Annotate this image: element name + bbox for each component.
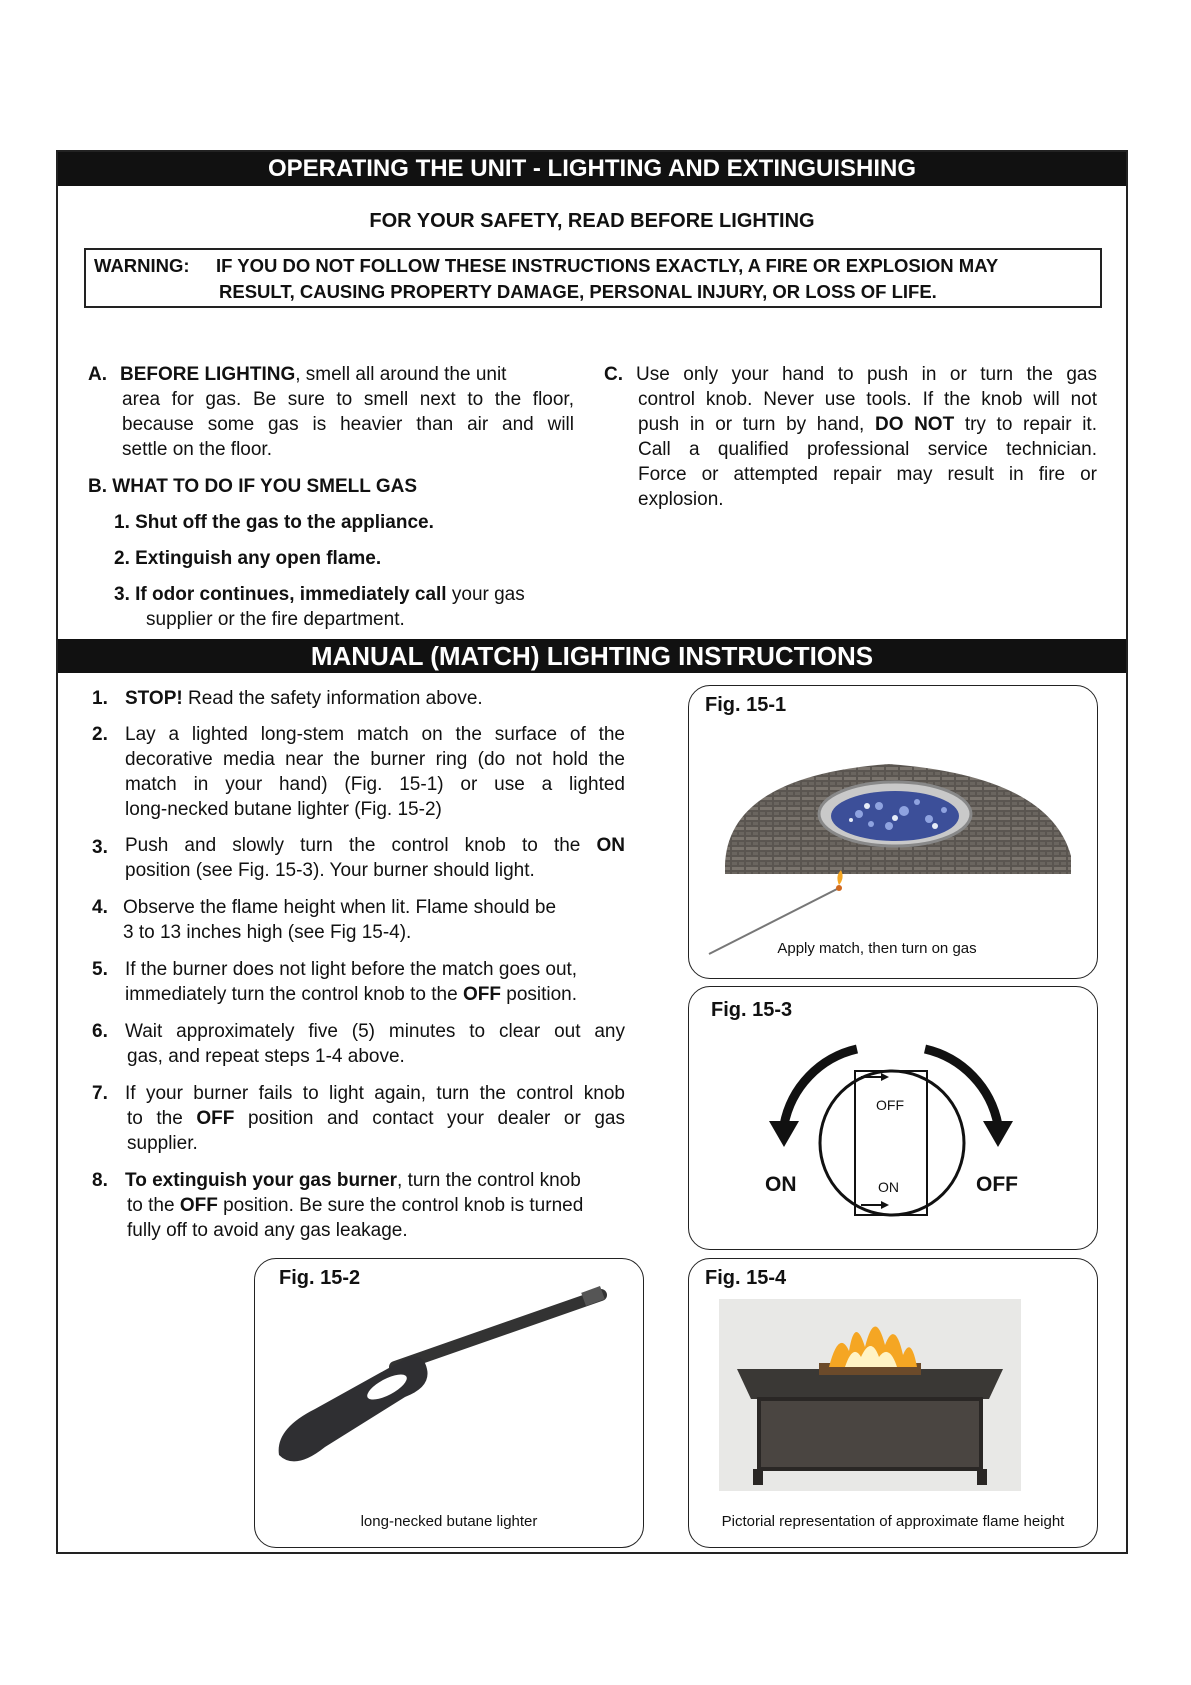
warning-line-2: RESULT, CAUSING PROPERTY DAMAGE, PERSONAL INJURY, OR LOSS OF LIFE. bbox=[219, 281, 937, 302]
warning-label: WARNING: bbox=[94, 255, 190, 276]
step-8-end: position. Be sure the control knob is turned bbox=[223, 1195, 584, 1216]
step-2-line-1: Lay a lighted long-stem match on the surface of the bbox=[125, 724, 625, 745]
item-a-line-4: settle on the floor. bbox=[122, 439, 272, 460]
page-frame bbox=[56, 150, 1128, 1554]
off-direction-label: OFF bbox=[976, 1173, 1018, 1196]
item-a-bold: BEFORE LIGHTING bbox=[120, 364, 296, 385]
control-knob-diagram bbox=[689, 987, 1099, 1251]
step-8-line-3: fully off to avoid any gas leakage. bbox=[127, 1220, 408, 1241]
step-3-line-1 bbox=[125, 833, 625, 858]
step-4-line-1: Observe the flame height when lit. Flame should be bbox=[123, 897, 557, 918]
step-7-line-1: If your burner fails to light again, turn the control knob bbox=[125, 1083, 625, 1104]
item-c-line-4: Call a qualified professional service technician. bbox=[638, 439, 1097, 460]
section-title-operating: OPERATING THE UNIT - LIGHTING AND EXTINGUISHING bbox=[58, 152, 1126, 186]
safety-heading: FOR YOUR SAFETY, READ BEFORE LIGHTING bbox=[369, 210, 815, 232]
step-7-text: to the bbox=[127, 1108, 183, 1129]
item-a-line-2: area for gas. Be sure to smell next to the floor, bbox=[122, 389, 574, 410]
fire-table-media-illustration bbox=[689, 686, 1099, 980]
step-4-line-2: 3 to 13 inches high (see Fig 15-4). bbox=[123, 922, 412, 943]
item-b-step-3 bbox=[114, 582, 525, 607]
step-3-on: ON bbox=[596, 835, 625, 856]
step-5-line-1: If the burner does not light before the match goes out, bbox=[125, 959, 578, 980]
item-c-line-1: Use only your hand to push in or turn the gas bbox=[636, 364, 1097, 385]
step-8-rest: , turn the control knob bbox=[397, 1170, 581, 1191]
step-2-line-3: match in your hand) (Fig. 15-1) or use a lighted bbox=[125, 774, 625, 795]
warning-box bbox=[84, 248, 1102, 308]
item-b-step-1: 1. Shut off the gas to the appliance. bbox=[114, 512, 434, 533]
step-7-line-2 bbox=[127, 1106, 625, 1131]
step-2-num: 2. bbox=[92, 724, 108, 745]
item-a-letter: A. bbox=[88, 364, 107, 385]
butane-lighter-illustration bbox=[255, 1259, 645, 1549]
step-3-num: 3. bbox=[92, 837, 108, 858]
step-7-end: position and contact your dealer or gas bbox=[247, 1108, 625, 1129]
item-c-line-3 bbox=[638, 412, 1097, 437]
step-8-text: to the bbox=[127, 1195, 175, 1216]
step-1-rest: Read the safety information above. bbox=[182, 688, 483, 709]
figure-15-4-caption: Pictorial representation of approximate flame height bbox=[721, 1513, 1065, 1530]
step-8-bold: To extinguish your gas burner bbox=[125, 1170, 398, 1191]
step-5-line-2 bbox=[125, 982, 577, 1007]
step-8-off: OFF bbox=[179, 1195, 218, 1216]
step-8-num: 8. bbox=[92, 1170, 108, 1191]
item-a-rest: , smell all around the unit bbox=[295, 364, 507, 385]
step-3-line-2: position (see Fig. 15-3). Your burner should light. bbox=[125, 860, 535, 881]
step-5-text: immediately turn the control knob to the bbox=[125, 984, 458, 1005]
item-b-step-3-line-2: supplier or the fire department. bbox=[146, 609, 405, 630]
step-6-num: 6. bbox=[92, 1021, 108, 1042]
step-1-bold: STOP! bbox=[125, 688, 183, 709]
step-7-off: OFF bbox=[196, 1108, 235, 1129]
figure-15-1-title: Fig. 15-1 bbox=[705, 694, 787, 716]
item-a-line-3: because some gas is heavier than air and will bbox=[122, 414, 574, 435]
knob-on-label: ON bbox=[878, 1179, 899, 1195]
item-b-step-3-rest: your gas bbox=[446, 584, 525, 605]
item-c-letter: C. bbox=[604, 364, 623, 385]
item-b-step-2: 2. Extinguish any open flame. bbox=[114, 548, 382, 569]
item-a-line-1 bbox=[120, 362, 574, 387]
item-c-line-6: explosion. bbox=[638, 489, 724, 510]
figure-15-4-title: Fig. 15-4 bbox=[705, 1267, 787, 1289]
step-5-num: 5. bbox=[92, 959, 108, 980]
step-4-num: 4. bbox=[92, 897, 108, 918]
section-title-manual: MANUAL (MATCH) LIGHTING INSTRUCTIONS bbox=[58, 639, 1126, 673]
step-2-line-4: long-necked butane lighter (Fig. 15-2) bbox=[125, 799, 442, 820]
item-c-do-not: DO NOT bbox=[874, 414, 955, 435]
item-c-line-3a: push in or turn by hand, bbox=[638, 414, 865, 435]
figure-15-2 bbox=[254, 1258, 644, 1548]
step-6-line-2: gas, and repeat steps 1-4 above. bbox=[127, 1046, 405, 1067]
figure-15-3-title: Fig. 15-3 bbox=[711, 999, 793, 1021]
figure-15-4 bbox=[688, 1258, 1098, 1548]
warning-line-1: IF YOU DO NOT FOLLOW THESE INSTRUCTIONS EXACTLY, A FIRE OR EXPLOSION MAY bbox=[216, 255, 999, 276]
item-b-heading: B. WHAT TO DO IF YOU SMELL GAS bbox=[88, 476, 417, 497]
step-6-line-1: Wait approximately five (5) minutes to clear out any bbox=[125, 1021, 625, 1042]
step-1-num: 1. bbox=[92, 688, 108, 709]
figure-15-3 bbox=[688, 986, 1098, 1250]
step-3-text: Push and slowly turn the control knob to the bbox=[125, 835, 581, 856]
figure-15-1-caption: Apply match, then turn on gas bbox=[777, 940, 977, 957]
step-5-end: position. bbox=[506, 984, 578, 1005]
item-c-line-5: Force or attempted repair may result in fire or bbox=[638, 464, 1097, 485]
item-c-line-2: control knob. Never use tools. If the knob will not bbox=[638, 389, 1097, 410]
step-5-off: OFF bbox=[462, 984, 501, 1005]
step-8-line-2 bbox=[127, 1193, 583, 1218]
step-1 bbox=[125, 686, 483, 711]
figure-15-2-caption: long-necked butane lighter bbox=[360, 1513, 538, 1530]
figure-15-2-title: Fig. 15-2 bbox=[279, 1267, 361, 1289]
knob-off-label: OFF bbox=[876, 1097, 904, 1113]
on-direction-label: ON bbox=[765, 1173, 797, 1196]
step-8-line-1 bbox=[125, 1168, 581, 1193]
step-7-num: 7. bbox=[92, 1083, 108, 1104]
fire-table-flame-photo bbox=[689, 1259, 1099, 1549]
item-c-line-3b: try to repair it. bbox=[964, 414, 1097, 435]
figure-15-1 bbox=[688, 685, 1098, 979]
step-7-line-3: supplier. bbox=[127, 1133, 198, 1154]
item-b-step-3-bold: 3. If odor continues, immediately call bbox=[114, 584, 447, 605]
step-2-line-2: decorative media near the burner ring (do not hold the bbox=[125, 749, 625, 770]
